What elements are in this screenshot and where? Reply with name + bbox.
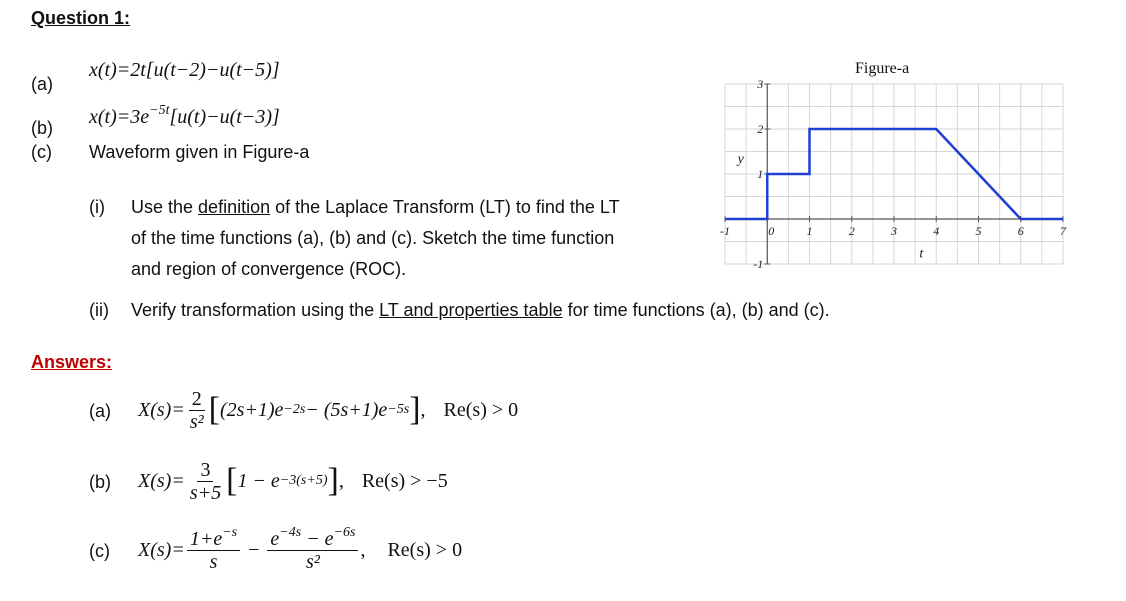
task-ii-line: Verify transformation using the LT and properties table for time functions (a), (b) and (c). bbox=[131, 300, 830, 320]
part-b-label: (b) bbox=[31, 118, 53, 138]
x-axis-label: t bbox=[919, 246, 924, 262]
task-i-number: (i) bbox=[89, 197, 105, 217]
part-c-text: Waveform given in Figure-a bbox=[89, 142, 310, 162]
x-tick-label: 5 bbox=[975, 224, 982, 238]
x-tick-label: 4 bbox=[933, 224, 940, 238]
x-tick-label: 3 bbox=[891, 224, 897, 238]
lt-table-link: LT and properties table bbox=[379, 300, 563, 320]
x-tick-label: 0 bbox=[768, 224, 775, 238]
task-i-line2: of the time functions (a), (b) and (c). Sketch the time function bbox=[131, 228, 615, 248]
answer-c-expression: X(s)= $\frac{1+e^{-s}}{s}$ − $\frac{e^{-4s} - e^{-6s}}{\text{s²}}$ , Re(s) > 0 bbox=[138, 524, 463, 573]
figure-a-chart bbox=[720, 77, 1066, 271]
y-tick-label: 3 bbox=[757, 77, 764, 91]
task-ii-number: (ii) bbox=[89, 300, 109, 320]
y-axis-label: y bbox=[737, 151, 744, 167]
part-a-expression: x(t)=2t[u(t−2)−u(t−5)] bbox=[89, 59, 280, 81]
definition-link: definition bbox=[198, 197, 271, 217]
x-tick-label: 6 bbox=[1017, 224, 1024, 238]
answer-b-label: (b) bbox=[89, 472, 111, 492]
y-tick-label: 2 bbox=[757, 122, 764, 136]
answer-b-expression: X(s)= $\frac{3}{s+5}$ [ 1 − e −3(s+5) ] , Re(s) > −5 bbox=[138, 458, 448, 504]
figure-title: Figure-a bbox=[855, 60, 910, 77]
answer-a-label: (a) bbox=[89, 401, 111, 421]
task-i-line1: Use the definition of the Laplace Transform (LT) to find the LT bbox=[131, 197, 620, 217]
y-tick-label: -1 bbox=[753, 257, 764, 271]
answer-a-expression: X(s)= $\frac{2}{\text{s²}}$ [ (2s+1)e −2s − (5s+1)e −5s ] , Re(s) > 0 bbox=[138, 387, 519, 433]
x-tick-label: -1 bbox=[720, 224, 730, 238]
answer-c-label: (c) bbox=[89, 541, 110, 561]
question-title: Question 1: bbox=[31, 8, 131, 28]
part-a-label: (a) bbox=[31, 74, 53, 94]
x-tick-label: 7 bbox=[1060, 224, 1066, 238]
x-tick-label: 2 bbox=[848, 224, 855, 238]
y-tick-label: 1 bbox=[757, 167, 764, 181]
task-i-line3: and region of convergence (ROC). bbox=[131, 259, 407, 279]
part-b-expression: $x(t)=3e^{-5t}[u(t)-u(t-3)]$ bbox=[89, 103, 280, 128]
part-c-label: (c) bbox=[31, 142, 52, 162]
answers-title: Answers: bbox=[31, 352, 113, 372]
x-tick-label: 1 bbox=[806, 224, 813, 238]
